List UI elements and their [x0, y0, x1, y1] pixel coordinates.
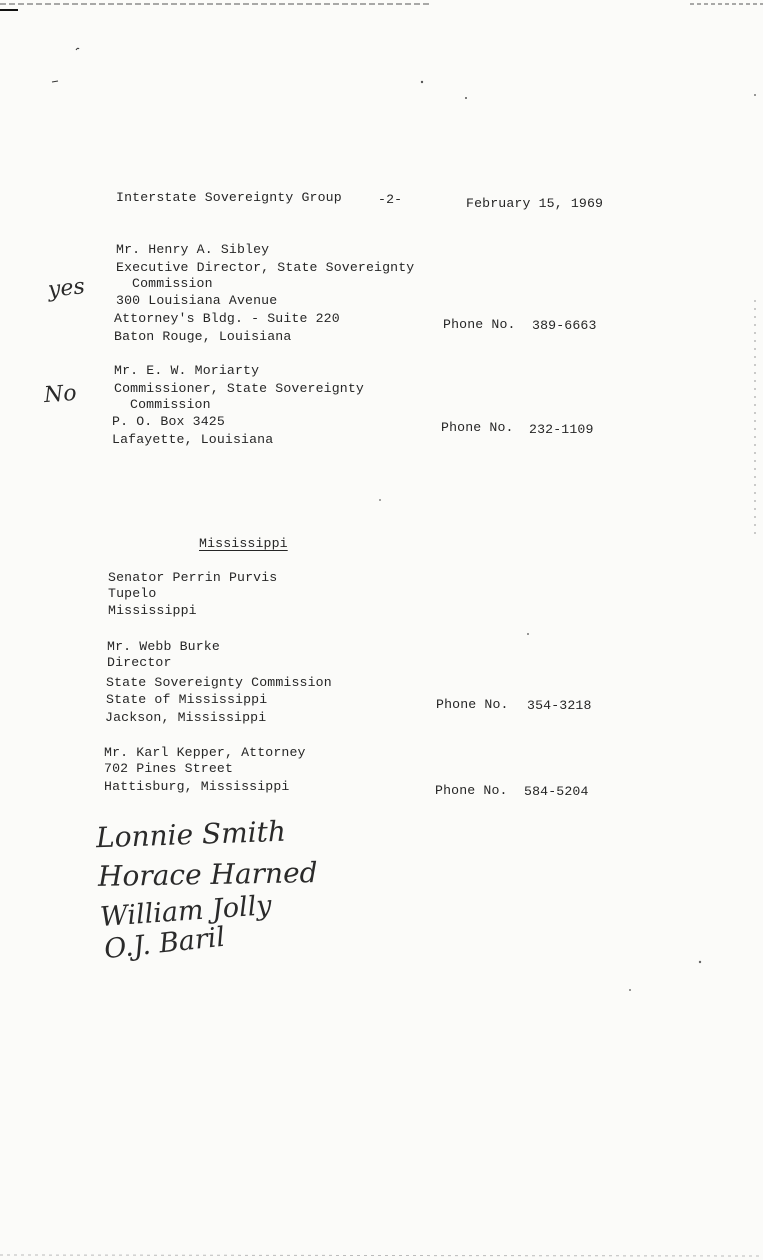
burke-city: Jackson, Mississippi	[105, 710, 267, 725]
moriarty-phone: 232-1109	[529, 422, 594, 437]
kepper-phone: 584-5204	[524, 784, 589, 799]
sibley-title-cont: Commission	[132, 276, 213, 291]
handwritten-name-4: O.J. Baril	[102, 921, 227, 966]
burke-state: State of Mississippi	[106, 692, 268, 707]
sibley-phone: 389-6663	[532, 318, 597, 333]
sibley-building: Attorney's Bldg. - Suite 220	[114, 311, 340, 326]
sibley-title: Executive Director, State Sovereignty	[116, 260, 415, 275]
moriarty-pobox: P. O. Box 3425	[112, 414, 225, 429]
document-title: Interstate Sovereignty Group	[116, 190, 342, 205]
moriarty-title-cont: Commission	[130, 397, 211, 412]
sibley-city: Baton Rouge, Louisiana	[114, 329, 292, 344]
burke-phone-label: Phone No.	[436, 697, 509, 712]
burke-organization: State Sovereignty Commission	[106, 675, 332, 690]
handwritten-name-2: Horace Harned	[97, 856, 318, 893]
handwritten-name-1: Lonnie Smith	[95, 814, 287, 855]
document-date: February 15, 1969	[466, 196, 604, 211]
purvis-city: Tupelo	[108, 586, 157, 601]
handwritten-yes-mark: yes	[46, 274, 86, 303]
kepper-street: 702 Pines Street	[104, 761, 234, 776]
burke-name: Mr. Webb Burke	[107, 639, 220, 654]
moriarty-title: Commissioner, State Sovereignty	[114, 381, 364, 396]
moriarty-name: Mr. E. W. Moriarty	[114, 363, 260, 378]
sibley-name: Mr. Henry A. Sibley	[116, 242, 270, 257]
handwritten-no-mark: No	[43, 380, 78, 409]
handwritten-name-3: William Jolly	[99, 890, 273, 933]
kepper-name: Mr. Karl Kepper, Attorney	[104, 745, 306, 760]
moriarty-city: Lafayette, Louisiana	[112, 432, 274, 447]
kepper-phone-label: Phone No.	[435, 783, 508, 798]
burke-phone: 354-3218	[527, 698, 592, 713]
kepper-city: Hattisburg, Mississippi	[104, 779, 290, 794]
burke-title: Director	[107, 655, 172, 670]
page-number: -2-	[378, 192, 403, 207]
moriarty-phone-label: Phone No.	[441, 420, 514, 435]
sibley-street: 300 Louisiana Avenue	[116, 293, 278, 308]
purvis-name: Senator Perrin Purvis	[108, 570, 278, 585]
sibley-phone-label: Phone No.	[443, 317, 516, 332]
mississippi-heading: Mississippi	[199, 536, 288, 551]
purvis-state: Mississippi	[108, 603, 197, 618]
